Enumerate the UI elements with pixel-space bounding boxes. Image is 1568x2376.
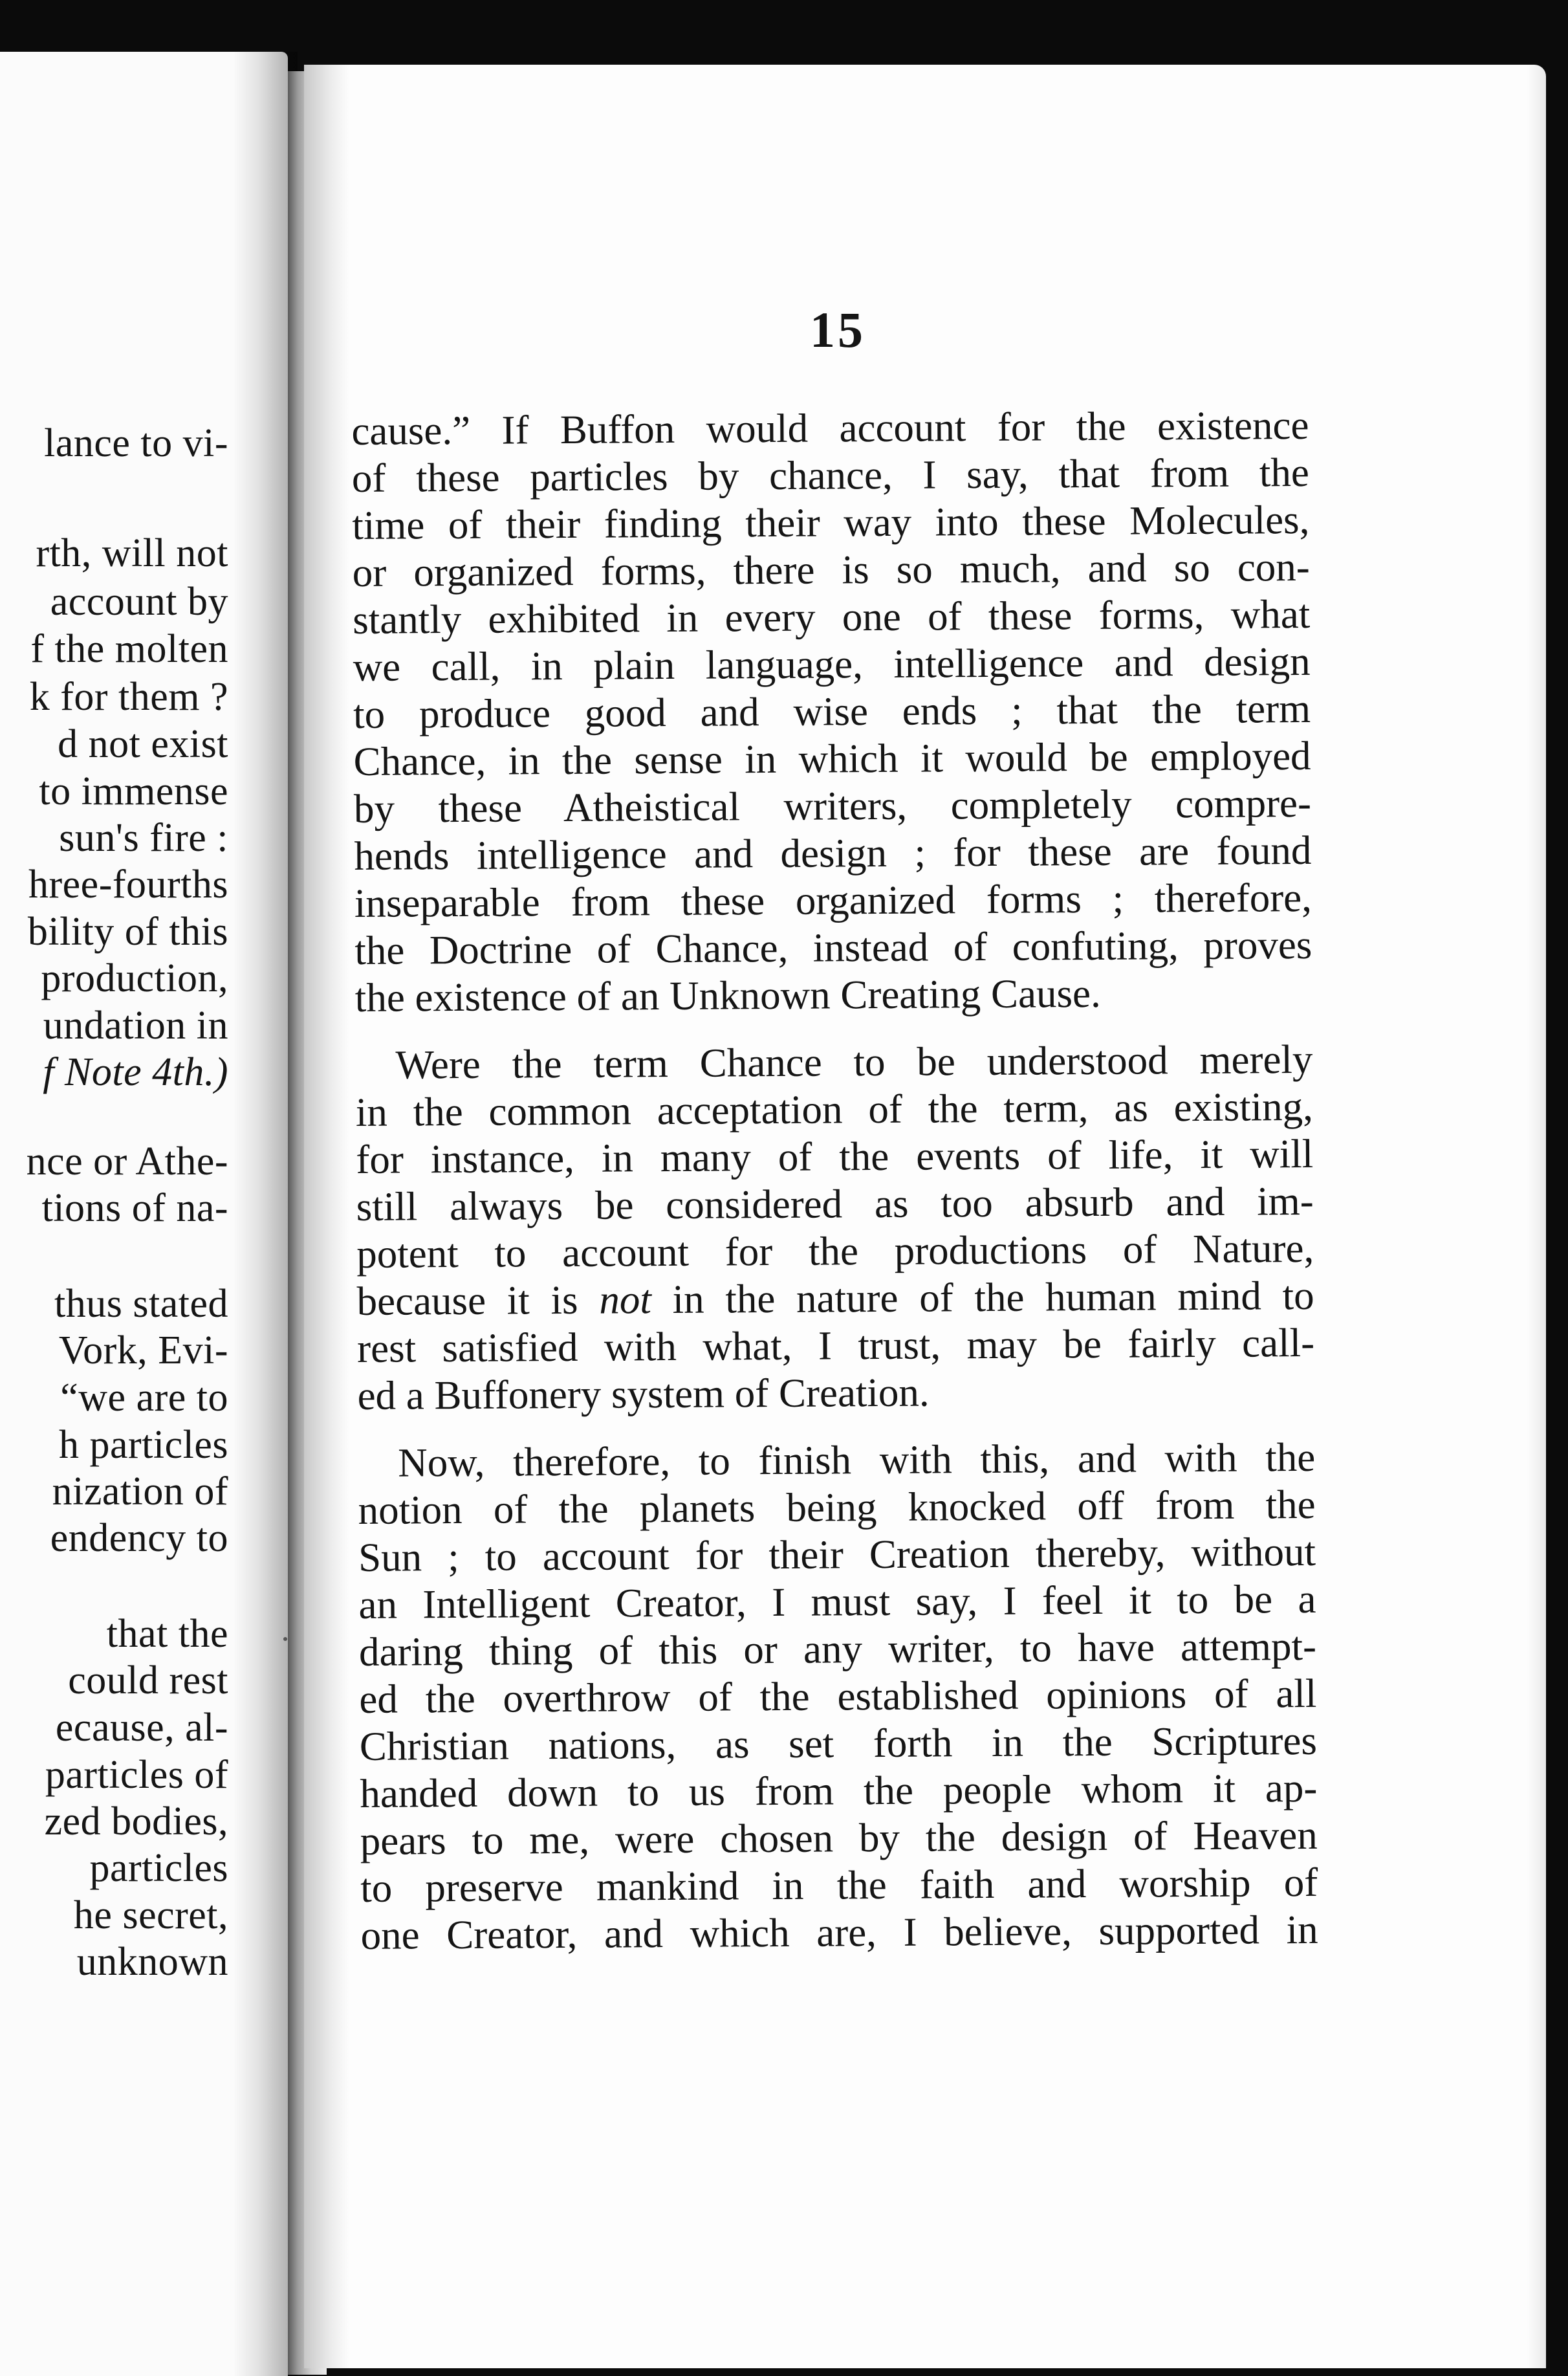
text-line: cause.” If Buffon would account for the existence	[351, 402, 1309, 454]
left-line: sun's fire :	[59, 816, 228, 860]
text-line: rest satisfied with what, I trust, may be fairly call-	[356, 1319, 1315, 1371]
text-line: the Doctrine of Chance, instead of confuting, proves	[354, 921, 1312, 973]
left-line: particles	[89, 1846, 228, 1890]
left-line: “we are to	[60, 1376, 228, 1420]
text-line: daring thing of this or any writer, to have attempt-	[358, 1623, 1317, 1675]
text-line: Sun ; to account for their Creation thereby, without	[358, 1528, 1316, 1580]
left-line: thus stated	[54, 1282, 228, 1326]
left-line: hree-fourths	[28, 863, 228, 907]
left-line: account by	[50, 580, 228, 624]
emphasis: not	[599, 1277, 652, 1323]
text-line: Chance, in the sense in which it would be employed	[353, 732, 1311, 784]
text-line: an Intelligent Creator, I must say, I feel it to be a	[358, 1576, 1316, 1627]
text-line: the existence of an Unknown Creating Cause.	[354, 970, 1101, 1020]
left-line: to immense	[39, 769, 228, 813]
text-line: by these Atheistical writers, completely compre-	[353, 780, 1312, 831]
text-line: to produce good and wise ends ; that the term	[353, 685, 1311, 737]
text-line: notion of the planets being knocked off from the	[358, 1481, 1316, 1533]
left-line: tions of na-	[41, 1186, 228, 1230]
left-line: that the	[106, 1612, 228, 1656]
left-line: could rest	[68, 1658, 228, 1702]
left-line: d not exist	[58, 722, 228, 766]
left-line: lance to vi-	[44, 421, 228, 465]
text-line: handed down to us from the people whom it ap-	[360, 1765, 1318, 1816]
text-line: one Creator, and which are, I believe, supported in	[360, 1906, 1318, 1958]
text-line: Were the term Chance to be understood merely	[395, 1036, 1313, 1088]
page-number: 15	[810, 302, 866, 358]
page-fold-shadow	[304, 65, 349, 2368]
left-line: k for them ?	[29, 675, 228, 719]
text-line: still always be considered as too absurb and im-	[356, 1178, 1314, 1229]
left-line: nization of	[52, 1469, 228, 1513]
left-line: Vork, Evi-	[58, 1328, 228, 1372]
left-line: ecause, al-	[55, 1706, 228, 1750]
text-line: in the common acceptation of the term, as existing,	[355, 1083, 1314, 1135]
text-line: for instance, in many of the events of life, it will	[356, 1130, 1314, 1182]
page-edge-shadow	[1527, 65, 1546, 2368]
text-line: Now, therefore, to finish with this, and with the	[397, 1434, 1316, 1486]
text-line: of these particles by chance, I say, that from the	[351, 449, 1310, 501]
right-page	[304, 65, 1546, 2368]
text-line: or organized forms, there is so much, and so con-	[352, 544, 1310, 595]
text-line: inseparable from these organized forms ; therefore,	[354, 874, 1312, 926]
text-line: ed a Buffonery system of Creation.	[357, 1369, 930, 1418]
text-line: potent to account for the productions of Nature,	[356, 1225, 1314, 1277]
text-line: Christian nations, as set forth in the Scriptures	[359, 1717, 1318, 1769]
text-line: ed the overthrow of the established opinions of all	[359, 1670, 1317, 1722]
left-line: bility of this	[27, 910, 228, 954]
text-line: hends intelligence and design ; for these are found	[354, 827, 1312, 879]
left-line: unknown	[76, 1940, 228, 1984]
text-line: stantly exhibited in every one of these forms, what	[353, 591, 1311, 643]
text-line: because it is not in the nature of the human mind to	[356, 1272, 1314, 1324]
left-line: particles of	[45, 1753, 228, 1797]
left-line: production,	[41, 956, 228, 1000]
ink-speck	[283, 1637, 287, 1641]
text-line: we call, in plain language, intelligence and design	[353, 638, 1311, 690]
left-line: f the molten	[30, 627, 228, 671]
left-line: nce or Athe-	[26, 1139, 228, 1183]
left-line: f Note 4th.)	[43, 1050, 228, 1094]
left-line: he secret,	[73, 1893, 228, 1937]
left-line: zed bodies,	[44, 1799, 228, 1843]
text-line: time of their finding their way into these Molecules,	[352, 496, 1310, 548]
left-line: rth, will not	[36, 531, 228, 575]
left-line: endency to	[50, 1516, 228, 1560]
text-line: to preserve mankind in the faith and worship of	[360, 1859, 1318, 1911]
left-line: h particles	[58, 1423, 228, 1467]
text-line: pears to me, were chosen by the design of Heaven	[360, 1812, 1318, 1864]
left-line: undation in	[43, 1004, 228, 1048]
